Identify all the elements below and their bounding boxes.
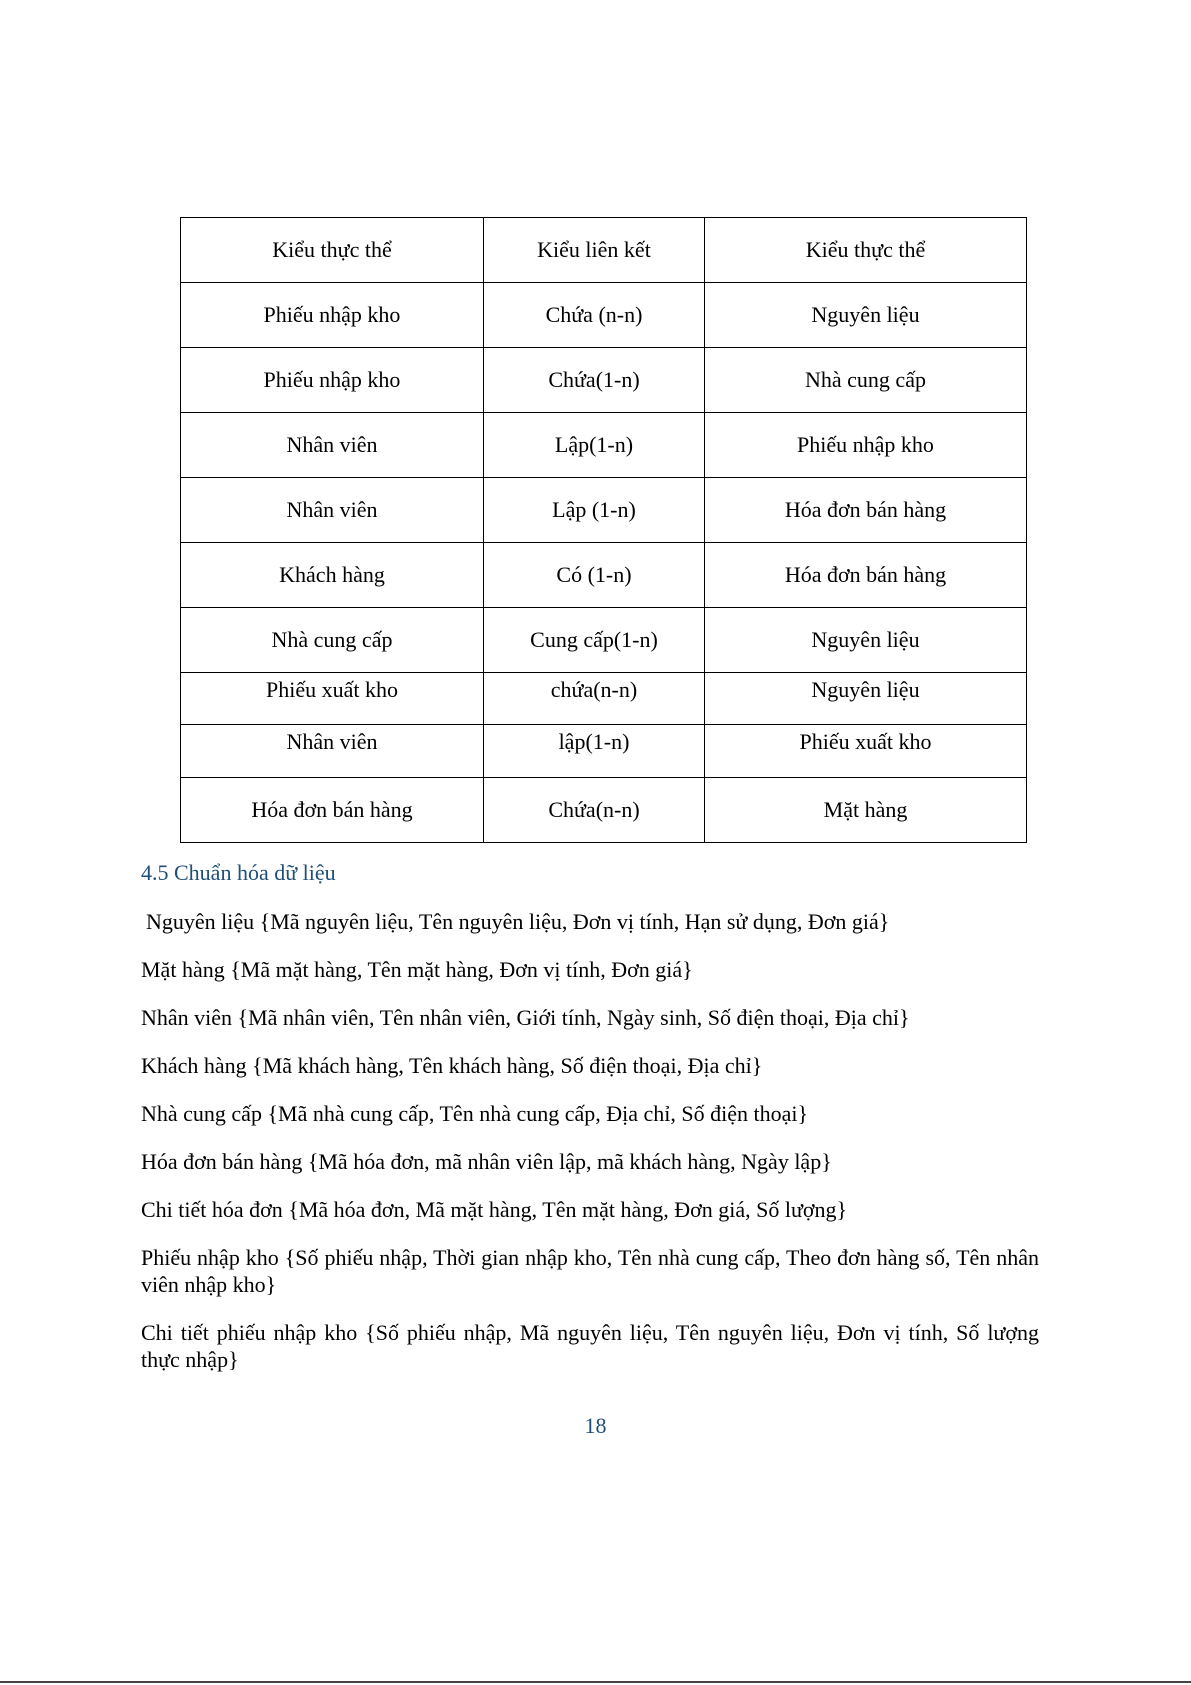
table-cell: Cung cấp(1-n) [484, 608, 705, 673]
table-cell: Có (1-n) [484, 543, 705, 608]
table-cell: Phiếu nhập kho [181, 283, 484, 348]
table-row [181, 543, 1027, 608]
table-row [181, 673, 1027, 725]
relationship-table [180, 217, 1027, 843]
table-cell: Phiếu nhập kho [181, 348, 484, 413]
table-cell: Nguyên liệu [705, 608, 1027, 673]
schema-paragraph: Nhà cung cấp {Mã nhà cung cấp, Tên nhà cung cấp, Địa chỉ, Số điện thoại} [141, 1101, 809, 1126]
table-cell: Kiểu thực thể [181, 218, 484, 283]
table-cell: Kiểu thực thể [705, 218, 1027, 283]
schema-paragraph: Chi tiết phiếu nhập kho {Số phiếu nhập, Mã nguyên liệu, Tên nguyên liệu, Đơn vị tính, Số lượng thực nhập} [141, 1320, 1039, 1372]
schema-paragraph: Nguyên liệu {Mã nguyên liệu, Tên nguyên liệu, Đơn vị tính, Hạn sử dụng, Đơn giá} [146, 909, 890, 934]
table-cell: chứa(n-n) [484, 673, 705, 725]
normalized-schema-list [141, 908, 1039, 1394]
table-row [181, 478, 1027, 543]
table-cell: Chứa (n-n) [484, 283, 705, 348]
table-cell: Nhân viên [181, 725, 484, 778]
table-cell: Hóa đơn bán hàng [705, 543, 1027, 608]
table-cell: Chứa(1-n) [484, 348, 705, 413]
schema-paragraph: Nhân viên {Mã nhân viên, Tên nhân viên, Giới tính, Ngày sinh, Số điện thoại, Địa chỉ} [141, 1005, 910, 1030]
table-cell: Nhân viên [181, 478, 484, 543]
page-number: 18 [584, 1413, 607, 1438]
table-row [181, 413, 1027, 478]
table-cell: Chứa(n-n) [484, 778, 705, 843]
table-cell: Hóa đơn bán hàng [705, 478, 1027, 543]
table-cell: Phiếu xuất kho [705, 725, 1027, 778]
table-cell: Nhà cung cấp [181, 608, 484, 673]
table-cell: Kiểu liên kết [484, 218, 705, 283]
schema-paragraph: Khách hàng {Mã khách hàng, Tên khách hàng, Số điện thoại, Địa chỉ} [141, 1053, 763, 1078]
table-header-row [181, 218, 1027, 283]
table-cell: Mặt hàng [705, 778, 1027, 843]
table-cell: Nhà cung cấp [705, 348, 1027, 413]
schema-paragraph: Phiếu nhập kho {Số phiếu nhập, Thời gian nhập kho, Tên nhà cung cấp, Theo đơn hàng số, Tên nhân viên nhập kho} [141, 1245, 1039, 1297]
table-cell: Khách hàng [181, 543, 484, 608]
table-row [181, 778, 1027, 843]
table-cell: Hóa đơn bán hàng [181, 778, 484, 843]
table-row [181, 283, 1027, 348]
table-cell: Nguyên liệu [705, 283, 1027, 348]
table-cell: Phiếu xuất kho [181, 673, 484, 725]
table-row [181, 348, 1027, 413]
table-cell: Lập(1-n) [484, 413, 705, 478]
table-row [181, 725, 1027, 778]
page-bottom-rule [0, 1681, 1191, 1683]
table-cell: lập(1-n) [484, 725, 705, 778]
schema-paragraph: Chi tiết hóa đơn {Mã hóa đơn, Mã mặt hàng, Tên mặt hàng, Đơn giá, Số lượng} [141, 1197, 848, 1222]
schema-paragraph: Mặt hàng {Mã mặt hàng, Tên mặt hàng, Đơn vị tính, Đơn giá} [141, 957, 693, 982]
table-cell: Nguyên liệu [705, 673, 1027, 725]
table-row [181, 608, 1027, 673]
section-heading: 4.5 Chuẩn hóa dữ liệu [141, 860, 336, 885]
schema-paragraph: Hóa đơn bán hàng {Mã hóa đơn, mã nhân viên lập, mã khách hàng, Ngày lập} [141, 1149, 832, 1174]
table-cell: Nhân viên [181, 413, 484, 478]
table-cell: Lập (1-n) [484, 478, 705, 543]
table-cell: Phiếu nhập kho [705, 413, 1027, 478]
